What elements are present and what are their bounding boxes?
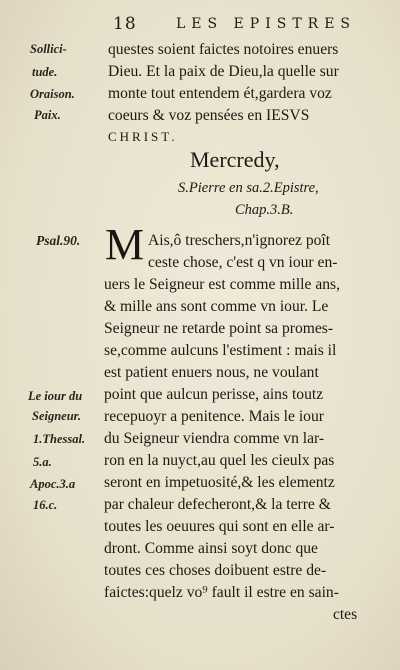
body-line: du Seigneur viendra comme vn lar- [104, 430, 325, 447]
margin-note: Sollici- [30, 42, 67, 56]
margin-note: Paix. [34, 108, 61, 122]
body-line: Seigneur ne retarde point sa promes- [104, 320, 334, 337]
text-line: Dieu. Et la paix de Dieu,la quelle sur [108, 63, 339, 80]
body-line: par chaleur defecheront,& la terre & [104, 496, 331, 513]
body-line: Ais,ô treschers,n'ignorez poît [148, 232, 331, 249]
body-line: ron en la nuyct,au quel les cieulx pas [104, 452, 335, 469]
drop-cap: M [105, 220, 145, 269]
text-line: coeurs & voz pensées en IESVS [108, 107, 310, 124]
text-line: CHRIST. [108, 129, 178, 144]
catchword: ctes [333, 606, 358, 623]
body-line: recepuoyr a penitence. Mais le iour [104, 408, 324, 425]
page-number: 18 [113, 14, 137, 34]
margin-note: Le iour du [28, 389, 83, 403]
margin-note: 5.a. [33, 455, 52, 469]
body-line: uers le Seigneur est comme mille ans, [104, 276, 341, 293]
body-line: ceste chose, c'est q vn iour en- [148, 254, 338, 271]
body-line: toutes ces choses doibuent estre de- [104, 562, 327, 579]
section-subtitle: S.Pierre en sa.2.Epistre, [178, 180, 319, 196]
text-line: questes soient faictes notoires enuers [108, 41, 339, 58]
margin-note: 16.c. [33, 498, 58, 512]
body-line: dront. Comme ainsi soyt donc que [104, 540, 318, 557]
text-line: monte tout entendem ét,gardera voz [108, 85, 332, 102]
body-line: toutes les oeuures qui sont en elle ar- [104, 518, 335, 535]
body-line: seront en impetuosité,& les elementz [104, 474, 335, 491]
margin-note: Seigneur. [32, 409, 81, 423]
body-line: se,comme aulcuns l'estiment : mais il [104, 342, 337, 359]
running-head: LES EPISTRES [176, 16, 357, 32]
margin-note: tude. [32, 65, 58, 79]
margin-note: 1.Thessal. [33, 432, 86, 446]
section-subtitle: Chap.3.B. [235, 202, 294, 218]
body-line: est patient enuers nous, ne voulant [104, 364, 319, 381]
margin-note: Oraison. [30, 87, 75, 101]
body-line: & mille ans sont comme vn iour. Le [104, 298, 329, 315]
section-title: Mercredy, [190, 147, 280, 172]
body-line: point que aulcun perisse, ains toutz [104, 386, 324, 403]
body-line: faictes:quelz vo⁹ fault il estre en sain- [104, 584, 339, 601]
page-header [0, 14, 400, 36]
margin-note: Apoc.3.a [30, 477, 76, 491]
margin-note: Psal.90. [36, 233, 81, 248]
